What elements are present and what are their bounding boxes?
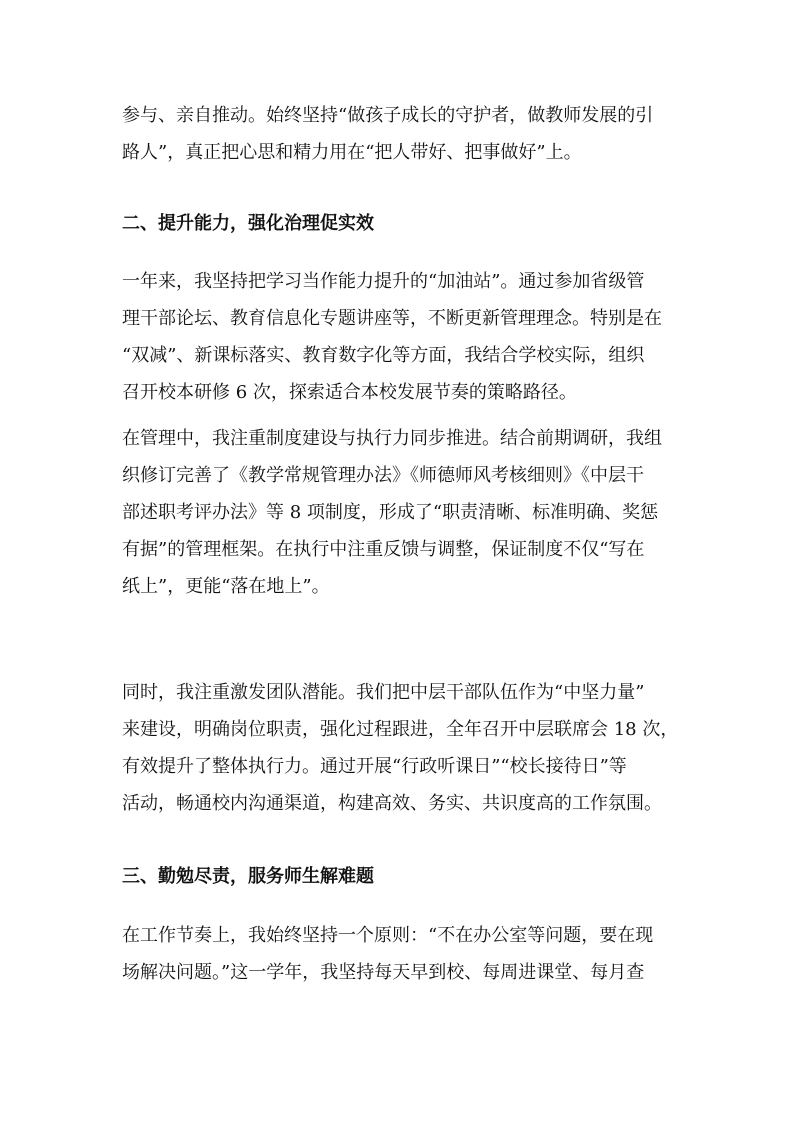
text-line: 织修订完善了《教学常规管理办法》《师德师风考核细则》《中层干 — [122, 465, 644, 486]
intro-paragraph — [122, 97, 682, 171]
text-line: 一年来，我坚持把学习当作能力提升的“加油站”。通过参加省级管 — [122, 271, 645, 292]
text-line: 理干部论坛、教育信息化专题讲座等，不断更新管理理念。特别是在 — [122, 308, 662, 329]
text-line: 活动，畅通校内沟通渠道，构建高效、务实、共识度高的工作氛围。 — [122, 793, 662, 814]
section-heading-3: 三、勤勉尽责，服务师生解难题 — [122, 866, 374, 887]
text-line: “双减”、新课标落实、教育数字化等方面，我结合学校实际，组织 — [122, 345, 645, 366]
section2-paragraph-1 — [122, 263, 682, 411]
text-line: 部述职考评办法》等 8 项制度，形成了“职责清晰、标准明确、奖惩 — [122, 502, 659, 523]
text-line: 有效提升了整体执行力。通过开展“行政听课日”“校长接待日”等 — [122, 756, 627, 777]
text-line: 场解决问题。”这一学年，我坚持每天早到校、每周进课堂、每月查 — [122, 962, 645, 983]
text-line: 来建设，明确岗位职责，强化过程跟进，全年召开中层联席会 18 次， — [122, 719, 679, 740]
section3-paragraph-1 — [122, 917, 682, 991]
text-line: 在工作节奏上，我始终坚持一个原则：“不在办公室等问题，要在现 — [122, 925, 654, 946]
text-line: 有据”的管理框架。在执行中注重反馈与调整，保证制度不仅“写在 — [122, 539, 645, 560]
text-line: 纸上”，更能“落在地上”。 — [122, 576, 330, 597]
section2-paragraph-2 — [122, 420, 682, 605]
text-line: 召开校本研修 6 次，探索适合本校发展节奏的策略路径。 — [122, 382, 577, 403]
section-heading-2: 二、提升能力，强化治理促实效 — [122, 213, 374, 234]
text-line: 在管理中，我注重制度建设与执行力同步推进。结合前期调研，我组 — [122, 428, 662, 449]
text-line: 参与、亲自推动。始终坚持“做孩子成长的守护者，做教师发展的引 — [122, 105, 654, 126]
section2-paragraph-3 — [122, 674, 682, 822]
text-line: 路人”，真正把心思和精力用在“把人带好、把事做好”上。 — [122, 142, 582, 163]
text-line: 同时，我注重激发团队潜能。我们把中层干部队伍作为“中坚力量” — [122, 682, 645, 703]
